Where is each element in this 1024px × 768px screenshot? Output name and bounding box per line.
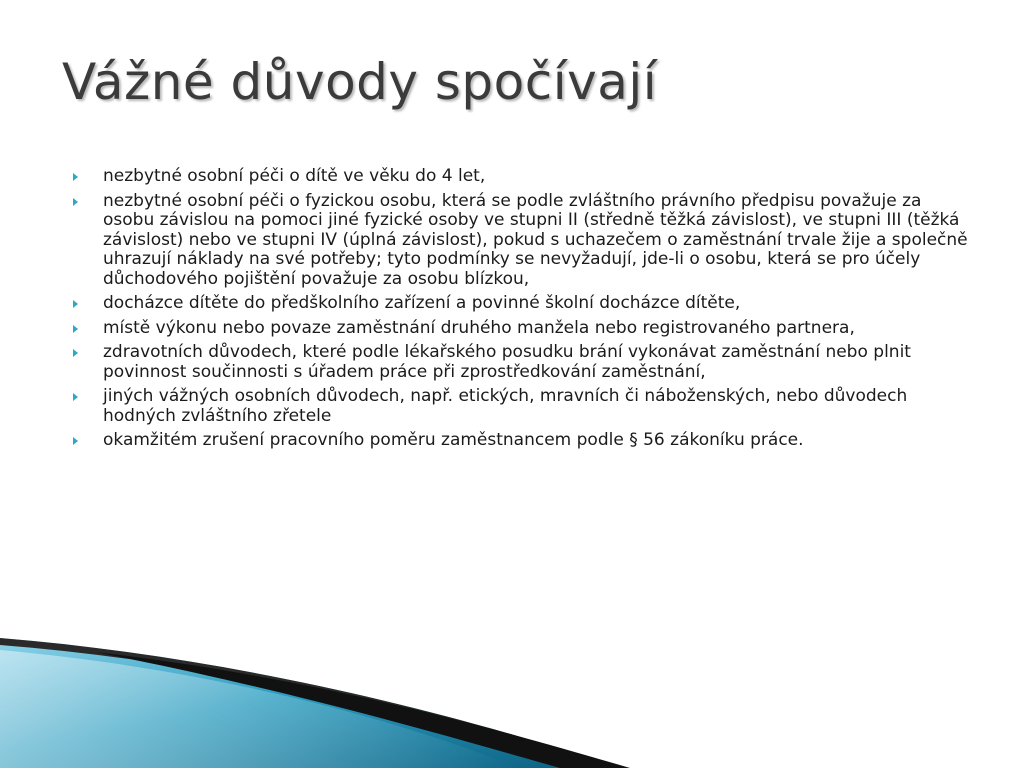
- list-item: [70, 343, 970, 382]
- triangle-bullet-icon: [73, 173, 78, 181]
- triangle-bullet-icon: [73, 437, 78, 445]
- list-item-text: okamžitém zrušení pracovního poměru zaměstnancem podle § 56 zákoníku práce.: [103, 430, 804, 450]
- triangle-bullet-icon: [73, 300, 78, 308]
- list-item: [70, 294, 970, 314]
- list-item-text: jiných vážných osobních důvodech, např. etických, mravních či náboženských, nebo důvodech hodných zvláštního zřetele: [103, 386, 908, 426]
- list-item-text: zdravotních důvodech, které podle lékařského posudku brání vykonávat zaměstnání nebo plnit povinnost součinnosti s úřadem práce při zprostředkování zaměstnání,: [103, 342, 911, 382]
- list-item-text: místě výkonu nebo povaze zaměstnání druhého manžela nebo registrovaného partnera,: [103, 317, 855, 338]
- bullet-list: [70, 167, 970, 456]
- list-item: [70, 431, 970, 451]
- decorative-wave-graphic: [0, 638, 1024, 768]
- triangle-bullet-icon: [73, 198, 78, 206]
- list-item: [70, 387, 970, 426]
- list-item-text: docházce dítěte do předškolního zařízení a povinné školní docházce dítěte,: [103, 293, 741, 313]
- slide-title: Vážné důvody spočívají: [62, 53, 658, 111]
- list-item-text: nezbytné osobní péči o dítě ve věku do 4 let,: [103, 166, 486, 186]
- list-item: [70, 167, 970, 187]
- list-item: [70, 192, 970, 290]
- triangle-bullet-icon: [73, 325, 78, 333]
- list-item-text: nezbytné osobní péči o fyzickou osobu, která se podle zvláštního právního předpisu považuje za osobu závislou na pomoci jiné fyzické osoby ve stupni II (středně těžká závislost), ve stupni III (těžká závislost) nebo ve stupni IV (úplná závislost), pokud s uchazečem o zaměstnání trvale žije a společně uhrazují náklady na své potřeby; tyto podmínky se nevyžadují, jde-li o osobu, která se pro účely důchodového pojištění považuje za osobu blízkou,: [103, 190, 968, 289]
- triangle-bullet-icon: [73, 393, 78, 401]
- triangle-bullet-icon: [73, 349, 78, 357]
- list-item: [70, 319, 970, 339]
